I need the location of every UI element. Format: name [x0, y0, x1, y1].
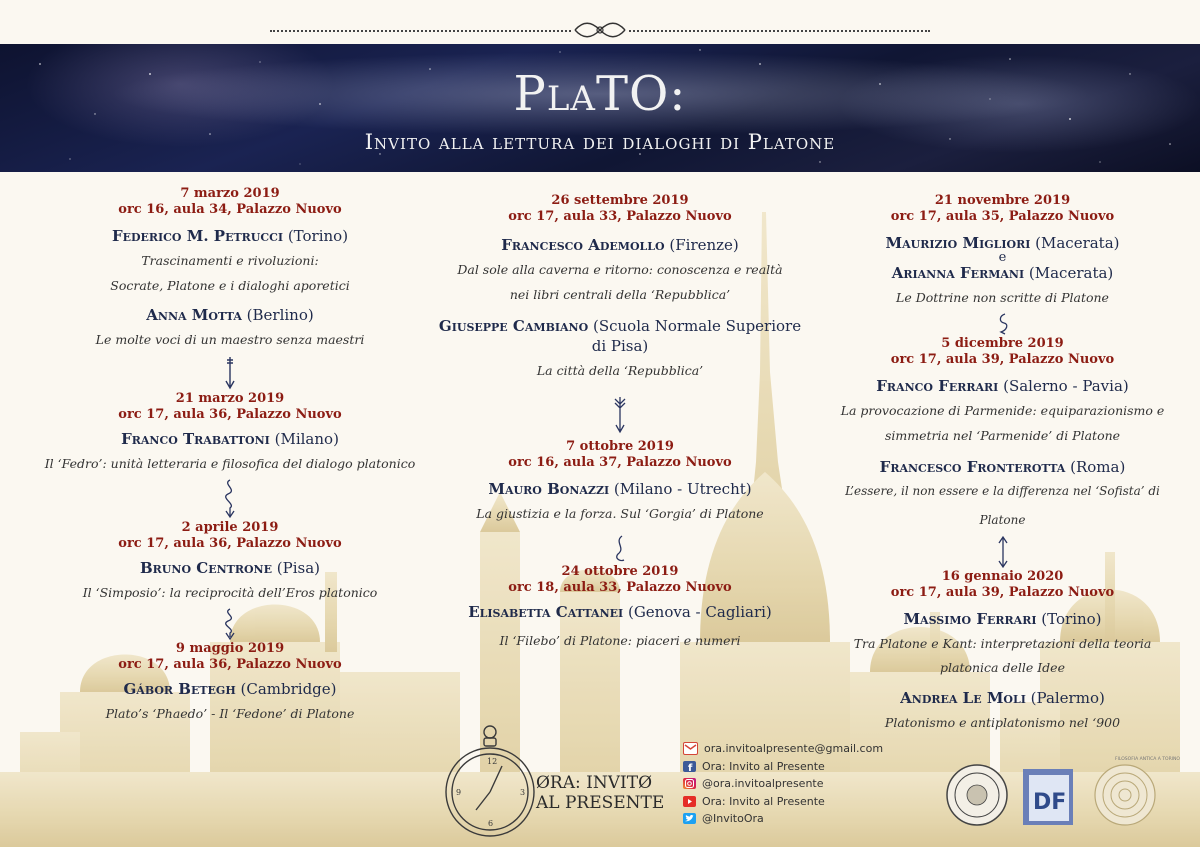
- event-place: orc 17, aula 33, Palazzo Nuovo: [508, 209, 732, 224]
- talk-title: Il ‘Fedro’: unità letteraria e filosofica del dialogo platonico: [44, 456, 416, 471]
- talk-title: La città della ‘Repubblica’: [536, 363, 704, 378]
- event-date: 21 novembre 2019: [934, 193, 1071, 208]
- svg-text:12: 12: [487, 757, 498, 766]
- event-card: [40, 520, 420, 607]
- speaker-city: (Salerno - Pavia): [1003, 377, 1129, 395]
- speaker: [40, 679, 420, 699]
- page-subtitle: Invito alla lettura dei dialoghi di Platone: [364, 130, 836, 154]
- talk-title: Tra Platone e Kant: interpretazioni della teoria: [853, 636, 1152, 651]
- contact-text: @ora.invitoalpresente: [702, 777, 824, 791]
- instagram-icon: [683, 778, 696, 789]
- speaker-city: (Palermo): [1030, 689, 1105, 707]
- event-place: orc 16, aula 34, Palazzo Nuovo: [118, 202, 342, 217]
- speaker-name: Giuseppe Cambiano: [438, 317, 589, 335]
- speaker: [830, 457, 1175, 477]
- speaker: [430, 316, 810, 356]
- speaker-city: (Berlino): [246, 306, 314, 324]
- talk-title: Trascinamenti e rivoluzioni:: [141, 253, 319, 268]
- speaker: [40, 429, 420, 449]
- youtube-icon: [683, 796, 696, 807]
- event-date: 24 ottobre 2019: [561, 564, 679, 579]
- event-date: 5 dicembre 2019: [941, 336, 1064, 351]
- speaker-name: Francesco Ademollo: [501, 236, 665, 254]
- speaker-city: (Macerata): [1028, 264, 1114, 282]
- talk-title: platonica delle Idee: [940, 660, 1065, 675]
- logo-line-1: ØRA: INVITØ: [536, 773, 653, 793]
- speaker-city: (Torino): [1041, 610, 1102, 628]
- spiral-arrow-icon: [220, 478, 240, 520]
- event-place: orc 17, aula 35, Palazzo Nuovo: [890, 209, 1115, 224]
- speaker-name: Massimo Ferrari: [903, 610, 1037, 628]
- conjunction: e: [998, 250, 1007, 265]
- wave-ornament-icon: [611, 534, 629, 564]
- event-date: 21 marzo 2019: [175, 391, 285, 406]
- svg-text:f: f: [688, 762, 693, 772]
- speaker-name: Elisabetta Cattanei: [468, 603, 624, 621]
- event-place: orc 18, aula 33, Palazzo Nuovo: [508, 580, 732, 595]
- event-date: 7 marzo 2019: [180, 186, 280, 201]
- event-place: orc 17, aula 39, Palazzo Nuovo: [890, 585, 1115, 600]
- event-date: 26 settembre 2019: [551, 193, 689, 208]
- talk-title: Le molte voci di un maestro senza maestri: [95, 332, 365, 347]
- event-date: 7 ottobre 2019: [566, 439, 674, 454]
- column-2: [430, 193, 810, 660]
- event-place: orc 17, aula 39, Palazzo Nuovo: [890, 352, 1115, 367]
- speaker-city: (Torino): [287, 227, 349, 245]
- flourish-icon: [571, 17, 629, 43]
- contact-text: ora.invitoalpresente@gmail.com: [704, 742, 884, 756]
- ora-logo: [438, 718, 668, 843]
- contact-text: Ora: Invito al Presente: [702, 759, 825, 773]
- event-place: orc 17, aula 36, Palazzo Nuovo: [118, 657, 342, 672]
- badge-caption: FILOSOFIA ANTICA A TORINO: [1115, 757, 1180, 762]
- institution-logos: [945, 755, 1165, 835]
- speaker: [40, 305, 420, 325]
- arrow-down-icon: [223, 355, 237, 391]
- header-banner: [0, 44, 1200, 172]
- contact-email[interactable]: [683, 740, 913, 758]
- double-arrow-icon: [996, 535, 1010, 569]
- speaker-city: (Scuola Normale Superiore di Pisa): [591, 317, 802, 355]
- svg-text:6: 6: [488, 819, 494, 828]
- event-card: [830, 336, 1175, 535]
- event-place: orc 16, aula 37, Palazzo Nuovo: [508, 455, 732, 470]
- speaker-city: (Pisa): [276, 559, 321, 577]
- talk-title: Il ‘Simposio’: la reciprocità dell’Eros platonico: [82, 585, 378, 600]
- talk-title: L’essere, il non essere e la differenza nel ‘Sofista’ di Platone: [845, 484, 1160, 527]
- talk-title: Platonismo e antiplatonismo nel ‘900: [884, 715, 1121, 730]
- talk-title: La provocazione di Parmenide: equiparazionismo e: [840, 403, 1165, 418]
- contact-youtube[interactable]: [683, 793, 913, 811]
- event-card: [40, 641, 420, 728]
- event-card: [40, 186, 420, 355]
- talk-title: Le Dottrine non scritte di Platone: [896, 290, 1109, 305]
- contact-twitter[interactable]: [683, 810, 913, 828]
- speaker-name: Maurizio Migliori: [885, 234, 1031, 252]
- column-3: [830, 193, 1175, 737]
- speaker-city: (Milano - Utrecht): [613, 480, 752, 498]
- logo-line-2: AL PRESENTE: [536, 793, 665, 813]
- page-title: PlaTO:: [513, 66, 687, 122]
- speaker-name: Bruno Centrone: [139, 559, 272, 577]
- contact-list: [683, 740, 913, 828]
- talk-title: Il ‘Filebo’ di Platone: piaceri e numeri: [499, 633, 741, 648]
- event-date: 2 aprile 2019: [181, 520, 279, 535]
- event-card: [430, 193, 810, 385]
- contact-text: Ora: Invito al Presente: [702, 794, 825, 808]
- talk-title: nei libri centrali della ‘Repubblica’: [509, 287, 731, 302]
- contact-text: @InvitoOra: [702, 812, 764, 826]
- speaker-city: (Cambridge): [240, 680, 337, 698]
- speaker: [430, 479, 810, 499]
- speaker-city: (Roma): [1070, 458, 1126, 476]
- gmail-icon: [683, 742, 698, 755]
- speaker-name: Federico M. Petrucci: [111, 227, 284, 245]
- talk-title: Plato’s ‘Phaedo’ - Il ‘Fedone’ di Platone: [105, 706, 355, 721]
- speaker: [430, 235, 810, 255]
- speaker-name: Franco Ferrari: [876, 377, 999, 395]
- event-place: orc 17, aula 36, Palazzo Nuovo: [118, 536, 342, 551]
- speaker-city: (Firenze): [669, 236, 739, 254]
- speaker-name: Gábor Betegh: [123, 680, 236, 698]
- top-ornament: [0, 0, 1200, 44]
- contact-instagram[interactable]: [683, 775, 913, 793]
- curl-ornament-icon: [995, 312, 1011, 336]
- speaker-city: (Milano): [274, 430, 339, 448]
- speaker: [40, 558, 420, 578]
- university-seal-icon: [947, 765, 1007, 825]
- filosofia-antica-torino-logo: [1095, 765, 1155, 825]
- facebook-icon: [683, 761, 696, 772]
- speaker-city: (Genova - Cagliari): [627, 603, 772, 621]
- speaker: [430, 602, 810, 622]
- talk-title: Socrate, Platone e i dialoghi aporetici: [110, 278, 350, 293]
- speaker: [830, 688, 1175, 708]
- event-place: orc 17, aula 36, Palazzo Nuovo: [118, 407, 342, 422]
- svg-text:3: 3: [520, 788, 526, 797]
- speaker: [830, 376, 1175, 396]
- talk-title: Dal sole alla caverna e ritorno: conoscenza e realtà: [457, 262, 783, 277]
- spiral-arrow-icon: [220, 607, 240, 641]
- speaker: [40, 226, 420, 246]
- column-1: [40, 186, 420, 728]
- event-card: [430, 439, 810, 528]
- speaker-city: (Macerata): [1035, 234, 1120, 252]
- speaker-name: Mauro Bonazzi: [488, 480, 610, 498]
- talk-title: La giustizia e la forza. Sul ‘Gorgia’ di Platone: [476, 506, 764, 521]
- speaker-name: Arianna Fermani: [891, 264, 1025, 282]
- event-card: [830, 193, 1175, 312]
- speaker-name: Franco Trabattoni: [121, 430, 270, 448]
- twitter-icon: [683, 813, 696, 824]
- speaker-name: Andrea Le Moli: [900, 689, 1026, 707]
- speaker-name: Francesco Fronterotta: [879, 458, 1066, 476]
- event-card: [830, 569, 1175, 737]
- event-date: 9 maggio 2019: [175, 641, 285, 656]
- contact-facebook[interactable]: [683, 758, 913, 776]
- dipartimento-filosofia-logo: [1023, 769, 1073, 825]
- svg-text:DF: DF: [1033, 790, 1067, 815]
- speaker-name: Anna Motta: [146, 306, 242, 324]
- speaker: [830, 609, 1175, 629]
- arrow-down-icon: [612, 395, 628, 435]
- svg-text:9: 9: [456, 788, 462, 797]
- speaker: [830, 263, 1175, 283]
- talk-title: simmetria nel ‘Parmenide’ di Platone: [884, 428, 1121, 443]
- event-date: 16 gennaio 2020: [941, 569, 1064, 584]
- event-card: [40, 391, 420, 478]
- event-card: [430, 564, 810, 660]
